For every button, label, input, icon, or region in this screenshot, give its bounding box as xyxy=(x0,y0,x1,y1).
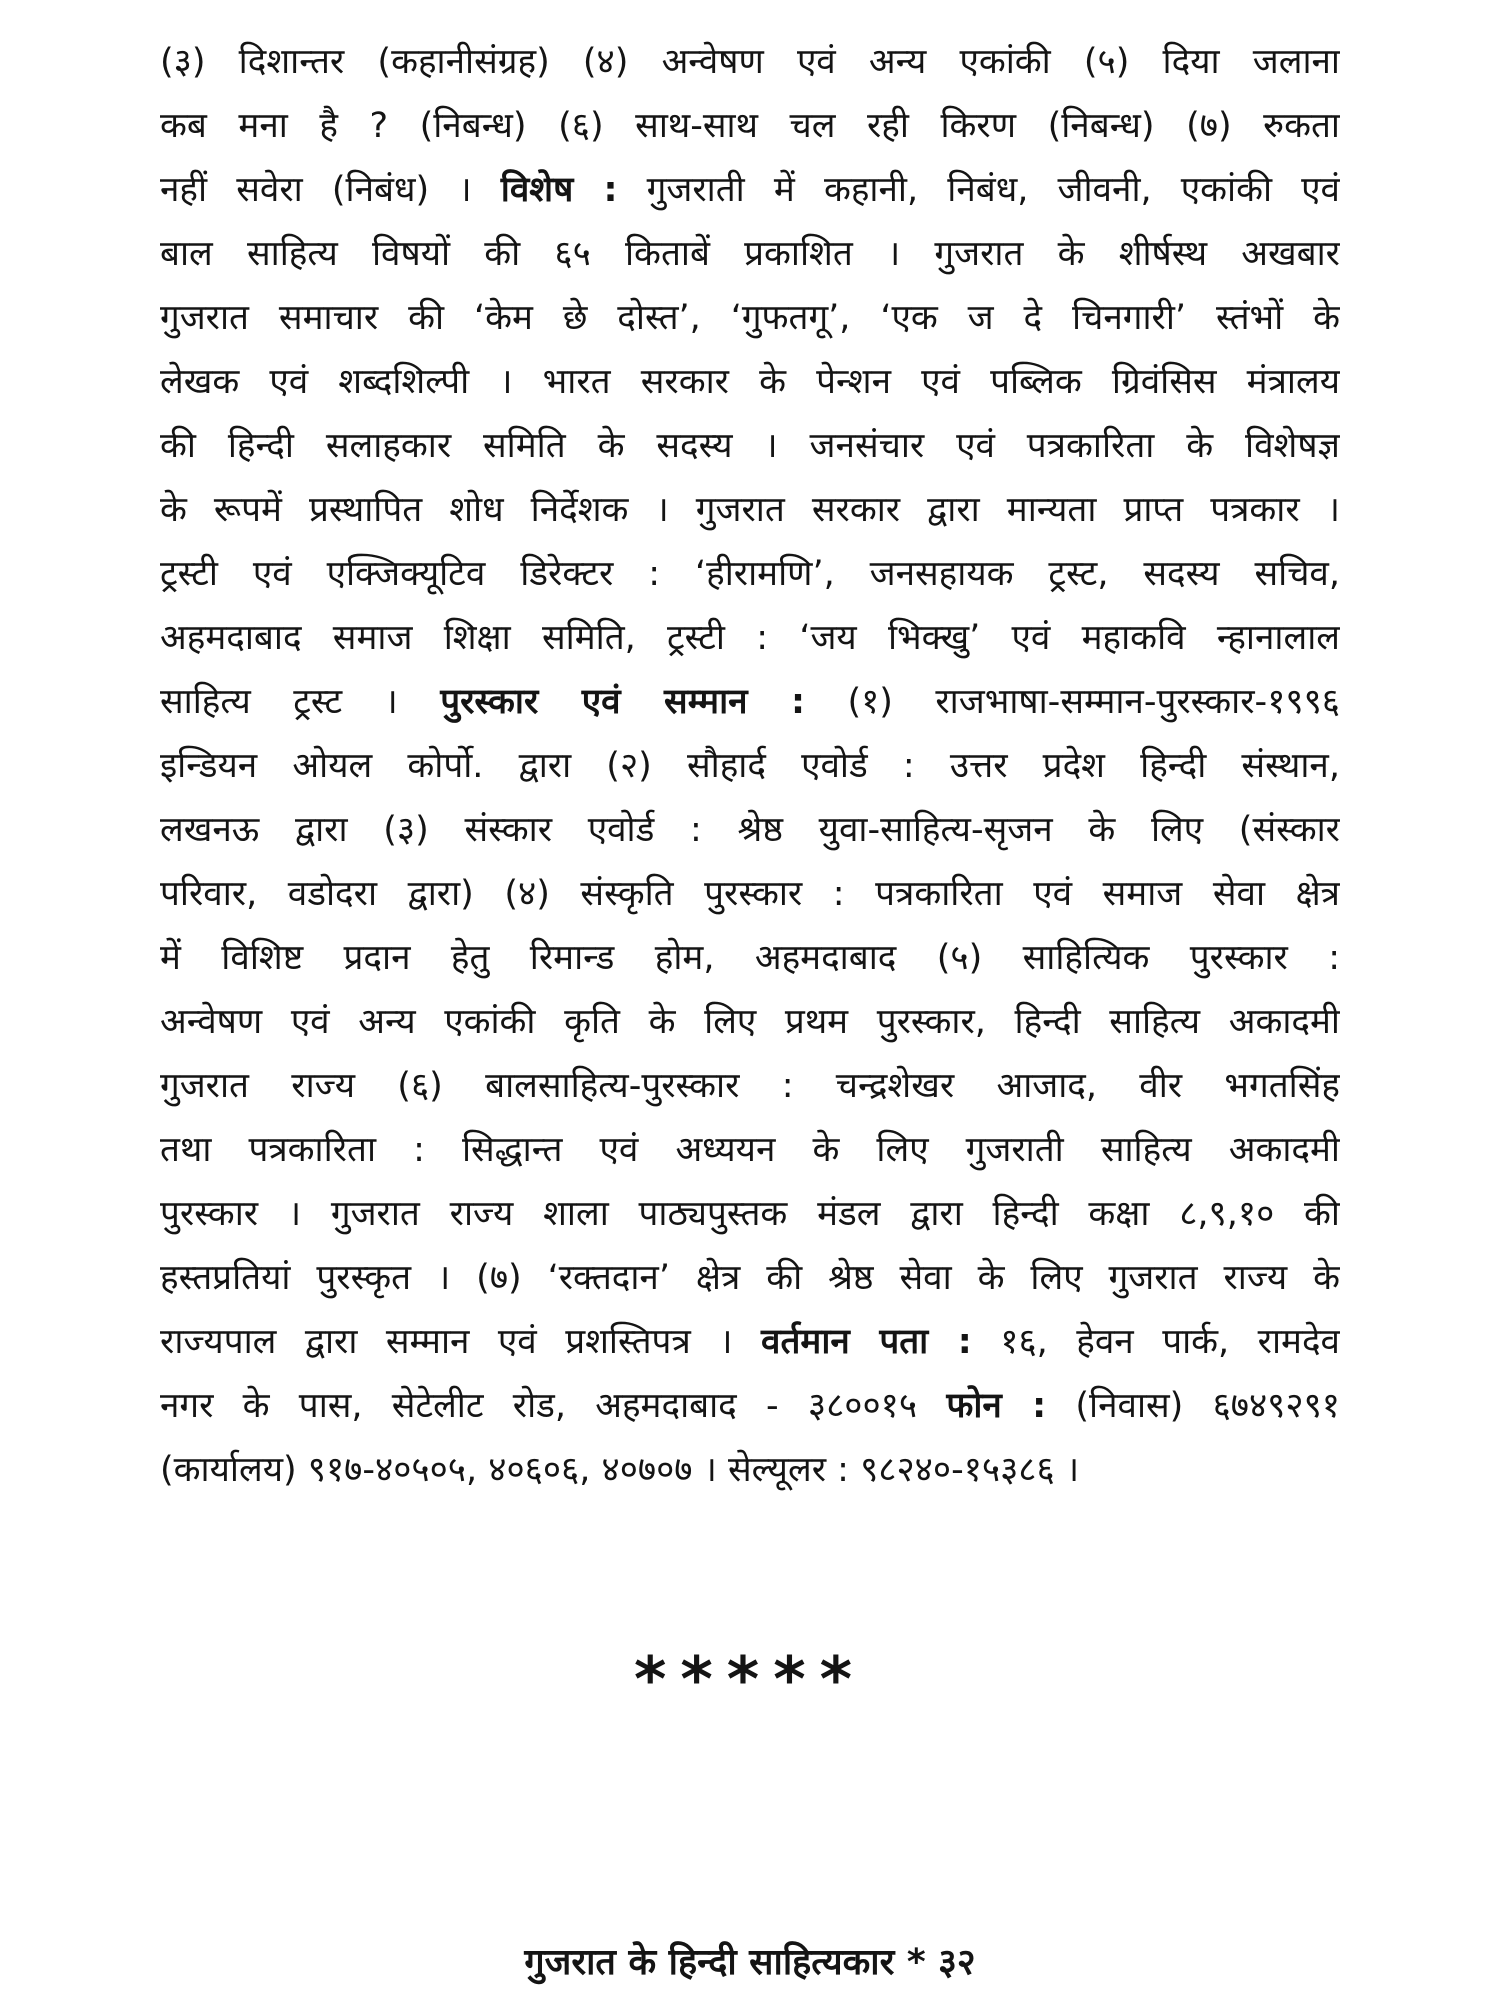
text-line-21: राज्यपाल द्वारा सम्मान एवं प्रशस्तिपत्र । वर्तमान पता : १६, हेवन पार्क, रामदेव xyxy=(160,1322,1340,1362)
text-line-16: अन्वेषण एवं अन्य एकांकी कृति के लिए प्रथम पुरस्कार, हिन्दी साहित्य अकादमी xyxy=(160,1002,1340,1042)
text-line-9: ट्रस्टी एवं एक्जिक्यूटिव डिरेक्टर : ‘हीरामणि’, जनसहायक ट्रस्ट, सदस्य सचिव, xyxy=(160,554,1340,594)
text-line-1: (३) दिशान्तर (कहानीसंग्रह) (४) अन्वेषण एवं अन्य एकांकी (५) दिया जलाना xyxy=(160,42,1340,82)
text-line-10: अहमदाबाद समाज शिक्षा समिति, ट्रस्टी : ‘जय भिक्खु’ एवं महाकवि न्हानालाल xyxy=(160,618,1340,658)
text-line-17: गुजरात राज्य (६) बालसाहित्य-पुरस्कार : चन्द्रशेखर आजाद, वीर भगतसिंह xyxy=(160,1066,1340,1106)
page-footer: गुजरात के हिन्दी साहित्यकार * ३२ xyxy=(524,1942,976,1983)
text-line-11: साहित्य ट्रस्ट । पुरस्कार एवं सम्मान : (१) राजभाषा-सम्मान-पुरस्कार-१९९६ xyxy=(160,682,1340,722)
text-line-3: नहीं सवेरा (निबंध) । विशेष : गुजराती में कहानी, निबंध, जीवनी, एकांकी एवं xyxy=(160,170,1340,210)
heading-vishesh: विशेष : xyxy=(500,170,618,210)
text-line-2: कब मना है ? (निबन्ध) (६) साथ-साथ चल रही किरण (निबन्ध) (७) रुकता xyxy=(160,106,1340,146)
text-line-7: की हिन्दी सलाहकार समिति के सदस्य । जनसंचार एवं पत्रकारिता के विशेषज्ञ xyxy=(160,426,1340,466)
text-line-23: (कार्यालय) ९१७-४०५०५, ४०६०६, ४०७०७ । सेल्यूलर : ९८२४०-१५३८६ । xyxy=(160,1450,1080,1490)
text-line-4: बाल साहित्य विषयों की ६५ किताबें प्रकाशित । गुजरात के शीर्षस्थ अखबार xyxy=(160,234,1340,274)
section-divider-asterisks: ***** xyxy=(633,1643,867,1716)
text-line-18: तथा पत्रकारिता : सिद्धान्त एवं अध्ययन के लिए गुजराती साहित्य अकादमी xyxy=(160,1130,1340,1170)
heading-phone: फोन : xyxy=(946,1386,1047,1426)
heading-current-address: वर्तमान पता : xyxy=(760,1322,972,1362)
text-line-19: पुरस्कार । गुजरात राज्य शाला पाठ्यपुस्तक मंडल द्वारा हिन्दी कक्षा ८,९,१० की xyxy=(160,1194,1340,1234)
text-line-22: नगर के पास, सेटेलीट रोड, अहमदाबाद - ३८००१५ फोन : (निवास) ६७४९२९१ xyxy=(160,1386,1340,1426)
heading-awards: पुरस्कार एवं सम्मान : xyxy=(440,682,806,722)
text-line-12: इन्डियन ओयल कोर्पो. द्वारा (२) सौहार्द एवोर्ड : उत्तर प्रदेश हिन्दी संस्थान, xyxy=(160,746,1340,786)
text-line-14: परिवार, वडोदरा द्वारा) (४) संस्कृति पुरस्कार : पत्रकारिता एवं समाज सेवा क्षेत्र xyxy=(160,874,1340,914)
text-line-13: लखनऊ द्वारा (३) संस्कार एवोर्ड : श्रेष्ठ युवा-साहित्य-सृजन के लिए (संस्कार xyxy=(160,810,1340,850)
text-line-15: में विशिष्ट प्रदान हेतु रिमान्ड होम, अहमदाबाद (५) साहित्यिक पुरस्कार : xyxy=(160,938,1340,978)
text-line-8: के रूपमें प्रस्थापित शोध निर्देशक । गुजरात सरकार द्वारा मान्यता प्राप्त पत्रकार । xyxy=(160,490,1340,530)
text-line-6: लेखक एवं शब्दशिल्पी । भारत सरकार के पेन्शन एवं पब्लिक ग्रिवंसिस मंत्रालय xyxy=(160,362,1340,402)
text-line-20: हस्तप्रतियां पुरस्कृत । (७) ‘रक्तदान’ क्षेत्र की श्रेष्ठ सेवा के लिए गुजरात राज्य के xyxy=(160,1258,1340,1298)
text-line-5: गुजरात समाचार की ‘केम छे दोस्त’, ‘गुफतगू’, ‘एक ज दे चिनगारी’ स्तंभों के xyxy=(160,298,1340,338)
biography-text xyxy=(160,30,1340,1570)
